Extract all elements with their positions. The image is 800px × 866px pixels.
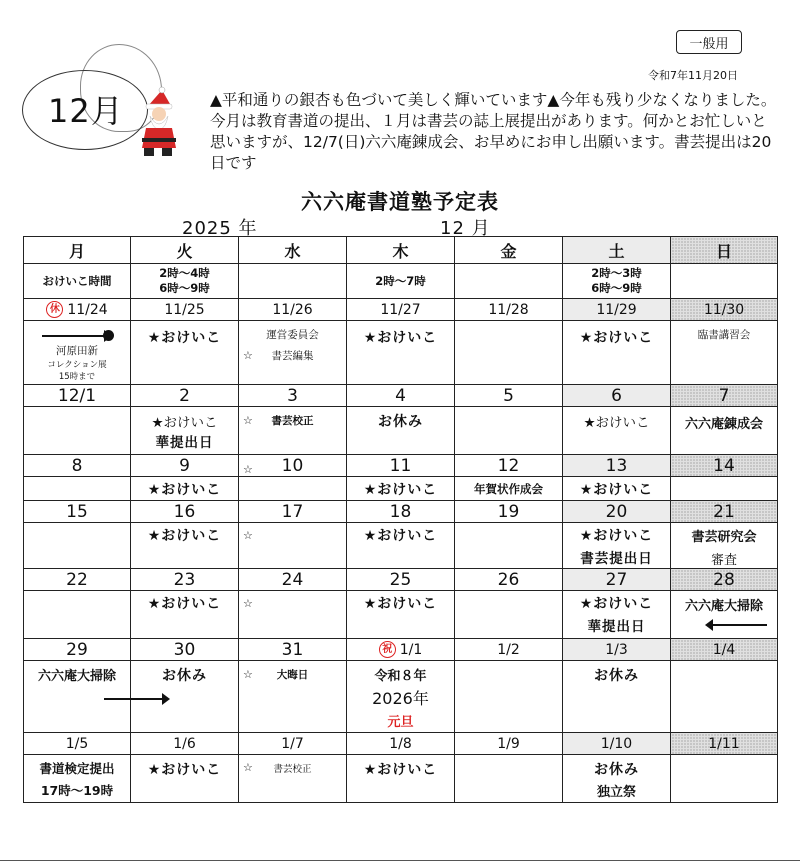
date-cell: 2 <box>131 385 239 407</box>
event-text: ★おけいこ <box>583 415 650 431</box>
event-text: コレクション展 <box>47 360 107 370</box>
date-cell: 25 <box>347 569 455 591</box>
event-text: 審査 <box>710 553 737 568</box>
event-cell <box>455 591 563 639</box>
year-label: 2025 年 <box>182 218 258 239</box>
event-cell <box>24 523 131 569</box>
event-text: お休み <box>378 414 423 430</box>
event-cell <box>131 591 239 639</box>
event-text: 臨書講習会 <box>697 329 751 341</box>
date-cell <box>24 299 131 321</box>
date-cell: 1/2 <box>455 639 563 661</box>
event-cell <box>239 755 347 803</box>
date-cell: 1/11 <box>671 733 778 755</box>
date-cell: 12 <box>455 455 563 477</box>
event-text: ★おけいこ <box>147 762 222 778</box>
date-cell: 31 <box>239 639 347 661</box>
date-cell: 17 <box>239 501 347 523</box>
rest-day-mark: 休 <box>46 301 63 318</box>
event-text: 17時～19時 <box>40 783 114 798</box>
event-cell <box>131 755 239 803</box>
event-cell <box>239 661 347 733</box>
event-text: ★おけいこ <box>151 415 218 431</box>
date-cell: 1/10 <box>563 733 671 755</box>
date-cell: 22 <box>24 569 131 591</box>
date-cell: 10 <box>239 455 347 477</box>
arrow-end-dot <box>103 330 114 341</box>
event-text: 華提出日 <box>587 619 646 635</box>
event-text: 書道検定提出 <box>39 761 115 776</box>
date-cell: 26 <box>455 569 563 591</box>
event-cell <box>239 321 347 385</box>
hours-tue-evening: 6時～9時 <box>159 281 210 295</box>
santa-icon <box>132 88 184 158</box>
event-text: 令和８年 <box>374 669 427 684</box>
event-cell <box>563 523 671 569</box>
date-label: 1/1 <box>399 642 423 658</box>
month-badge: 12月 <box>48 92 124 130</box>
weekday-header-row <box>24 237 778 264</box>
event-cell <box>455 661 563 733</box>
star-mark: ☆ <box>243 529 253 542</box>
event-text: 元旦 <box>387 715 414 730</box>
event-cell <box>347 755 455 803</box>
arrow-left-icon <box>711 624 767 626</box>
date-cell: 11 <box>347 455 455 477</box>
date-cell: 18 <box>347 501 455 523</box>
event-text: ★おけいこ <box>579 330 654 346</box>
event-row <box>24 477 778 501</box>
event-text: ★おけいこ <box>147 528 222 544</box>
event-text: ★おけいこ <box>363 596 438 612</box>
event-text: ★おけいこ <box>363 482 438 498</box>
event-text: 書芸編集 <box>271 350 314 362</box>
date-cell: 11/29 <box>563 299 671 321</box>
date-cell: 1/9 <box>455 733 563 755</box>
date-cell: 28 <box>671 569 778 591</box>
date-row <box>24 639 778 661</box>
event-row <box>24 755 778 803</box>
event-cell <box>347 407 455 455</box>
date-cell: 23 <box>131 569 239 591</box>
event-cell <box>24 755 131 803</box>
date-cell: 1/3 <box>563 639 671 661</box>
issue-date: 令和7年11月20日 <box>648 69 738 82</box>
event-cell <box>455 523 563 569</box>
event-text: 書芸校正 <box>273 764 312 775</box>
event-cell <box>347 321 455 385</box>
event-text: ★おけいこ <box>579 528 654 544</box>
weekday-tue: 火 <box>131 237 239 264</box>
event-text: ★おけいこ <box>147 596 222 612</box>
date-cell: 27 <box>563 569 671 591</box>
lesson-hours-row <box>24 264 778 299</box>
event-text: お休み <box>594 668 639 684</box>
date-cell: 20 <box>563 501 671 523</box>
date-cell: 21 <box>671 501 778 523</box>
date-row <box>24 569 778 591</box>
date-cell <box>347 639 455 661</box>
date-row <box>24 501 778 523</box>
date-cell: 1/4 <box>671 639 778 661</box>
event-cell <box>24 407 131 455</box>
weekday-fri: 金 <box>455 237 563 264</box>
event-text: 15時まで <box>58 372 96 382</box>
event-cell <box>563 321 671 385</box>
date-cell: 11/30 <box>671 299 778 321</box>
weekday-wed: 水 <box>239 237 347 264</box>
bottom-divider <box>0 860 800 861</box>
arrow-right-icon <box>104 698 164 700</box>
hours-mon: おけいこ時間 <box>24 264 131 299</box>
event-text: ★おけいこ <box>147 330 222 346</box>
date-cell: 11/26 <box>239 299 347 321</box>
hours-sun <box>671 264 778 299</box>
date-label: 11/24 <box>67 302 108 318</box>
month-label: 12 月 <box>440 218 491 239</box>
event-cell <box>24 591 131 639</box>
weekday-sun: 日 <box>671 237 778 264</box>
date-cell: 13 <box>563 455 671 477</box>
date-cell: 4 <box>347 385 455 407</box>
event-cell <box>671 477 778 501</box>
event-text: 書芸校正 <box>271 415 314 427</box>
event-cell <box>455 321 563 385</box>
date-row <box>24 385 778 407</box>
event-text: 独立祭 <box>596 785 636 800</box>
date-cell: 19 <box>455 501 563 523</box>
event-text: 六六庵錬成会 <box>684 417 763 432</box>
date-cell: 29 <box>24 639 131 661</box>
date-cell: 11/28 <box>455 299 563 321</box>
date-cell: 1/7 <box>239 733 347 755</box>
event-cell <box>671 755 778 803</box>
audience-tag: 一般用 <box>676 30 742 54</box>
date-cell: 1/6 <box>131 733 239 755</box>
notice-text: ▲平和通りの銀杏も色づいて美しく輝いています▲今年も残り少なくなりました。今月は教育書道の提出、１月は書芸の誌上展提出があります。何かとお忙しいと思いますが、12/7(日)六六庵錬成会、お早めにお申し出願います。書芸提出は20日です <box>210 91 777 172</box>
date-row <box>24 299 778 321</box>
event-cell <box>131 523 239 569</box>
event-cell <box>563 591 671 639</box>
date-cell: 5 <box>455 385 563 407</box>
event-cell <box>455 407 563 455</box>
event-cell <box>131 407 239 455</box>
event-text: 2026年 <box>372 689 429 708</box>
event-cell <box>347 591 455 639</box>
date-row <box>24 455 778 477</box>
event-text: ★おけいこ <box>579 596 654 612</box>
event-cell <box>24 477 131 501</box>
weekday-thu: 木 <box>347 237 455 264</box>
date-cell: 24 <box>239 569 347 591</box>
hours-sat <box>563 264 671 299</box>
event-text: 年賀状作成会 <box>474 482 543 496</box>
star-mark: ☆ <box>243 349 253 362</box>
event-cell <box>131 661 239 733</box>
event-cell <box>671 407 778 455</box>
weekday-mon: 月 <box>24 237 131 264</box>
hours-tue <box>131 264 239 299</box>
hours-tue-afternoon: 2時～4時 <box>159 266 210 280</box>
event-text: ★おけいこ <box>363 762 438 778</box>
event-row <box>24 523 778 569</box>
event-text: ★おけいこ <box>363 330 438 346</box>
event-row <box>24 321 778 385</box>
event-cell <box>347 523 455 569</box>
event-cell <box>671 523 778 569</box>
event-text: ★おけいこ <box>363 528 438 544</box>
date-cell: 11/25 <box>131 299 239 321</box>
hours-sat-afternoon: 2時～3時 <box>591 266 642 280</box>
event-text: お休み <box>162 668 207 684</box>
event-cell <box>24 661 131 733</box>
event-text: 書芸提出日 <box>580 551 653 567</box>
date-cell: 8 <box>24 455 131 477</box>
holiday-mark: 祝 <box>379 641 396 658</box>
arrow-right-icon <box>42 335 106 337</box>
event-cell <box>131 477 239 501</box>
star-mark: ☆ <box>243 597 253 610</box>
event-text: 六六庵大掃除 <box>37 669 116 684</box>
page-title: 六六庵書道塾予定表 <box>301 190 499 214</box>
event-row <box>24 407 778 455</box>
date-cell: 11/27 <box>347 299 455 321</box>
event-text: 六六庵大掃除 <box>684 599 763 614</box>
hours-sat-evening: 6時～9時 <box>591 281 642 295</box>
star-mark: ☆ <box>243 761 253 774</box>
event-text: 華提出日 <box>155 435 214 451</box>
event-row <box>24 661 778 733</box>
event-text: ★おけいこ <box>147 482 222 498</box>
star-mark: ☆ <box>243 414 253 427</box>
event-cell <box>239 407 347 455</box>
event-cell <box>563 661 671 733</box>
event-text: 書芸研究会 <box>691 530 757 545</box>
event-text: 大晦日 <box>276 669 309 681</box>
event-cell <box>671 321 778 385</box>
event-text: ★おけいこ <box>579 482 654 498</box>
date-cell: 6 <box>563 385 671 407</box>
hours-thu: 2時～7時 <box>347 264 455 299</box>
date-row <box>24 733 778 755</box>
event-cell <box>563 407 671 455</box>
date-cell: 12/1 <box>24 385 131 407</box>
event-cell <box>455 477 563 501</box>
date-cell: 1/8 <box>347 733 455 755</box>
event-cell <box>563 755 671 803</box>
date-cell: 1/5 <box>24 733 131 755</box>
event-text: 河原田新 <box>56 345 98 357</box>
event-cell <box>347 477 455 501</box>
event-row <box>24 591 778 639</box>
date-cell: 14 <box>671 455 778 477</box>
date-cell: 16 <box>131 501 239 523</box>
event-cell <box>671 661 778 733</box>
event-text: お休み <box>594 762 639 778</box>
star-mark: ☆ <box>243 463 253 476</box>
date-cell: 15 <box>24 501 131 523</box>
event-text: 運営委員会 <box>266 329 319 341</box>
date-cell: 9 <box>131 455 239 477</box>
event-cell <box>671 591 778 639</box>
date-cell: 7 <box>671 385 778 407</box>
event-cell <box>347 661 455 733</box>
date-cell: 30 <box>131 639 239 661</box>
weekday-sat: 土 <box>563 237 671 264</box>
event-cell <box>24 321 131 385</box>
schedule-table <box>23 236 778 803</box>
event-cell <box>239 591 347 639</box>
star-mark: ☆ <box>243 668 253 681</box>
event-cell <box>131 321 239 385</box>
event-cell <box>563 477 671 501</box>
date-cell: 3 <box>239 385 347 407</box>
hours-fri <box>455 264 563 299</box>
event-cell <box>455 755 563 803</box>
event-cell <box>239 523 347 569</box>
hours-wed <box>239 264 347 299</box>
